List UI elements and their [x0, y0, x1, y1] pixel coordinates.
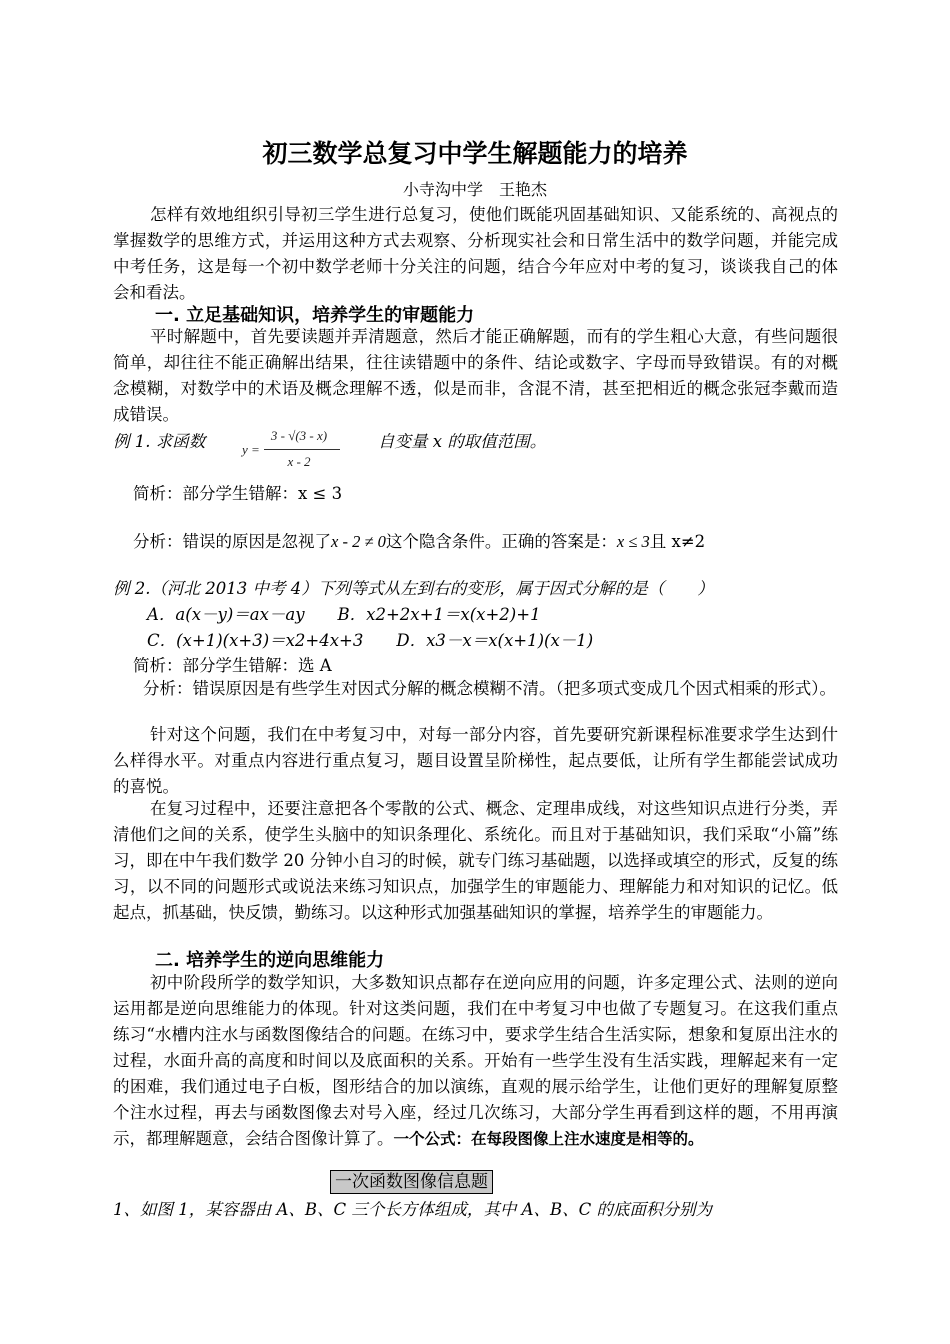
formula-denominator: x - 2	[287, 454, 311, 469]
analysis-text-b: 这个隐含条件。正确的答案是：	[385, 532, 617, 551]
example1-brief-analysis: 简析：部分学生错解：x ≤ 3	[133, 484, 343, 503]
boxed-topic-title: 一次函数图像信息题	[330, 1170, 493, 1194]
example2-options-ab: A．a(x－y)＝ax－ay B．x2+2x+1＝x(x+2)+1	[147, 605, 541, 624]
section2-paragraph	[113, 970, 838, 1152]
question1-text: 1、如图 1，某容器由 A、B、C 三个长方体组成，其中 A、B、C 的底面积分别为	[113, 1200, 713, 1219]
formula-numerator: 3 - √(3 - x)	[270, 428, 328, 443]
example2-analysis: 分析：错误原因是有些学生对因式分解的概念模糊不清。（把多项式变成几个因式相乘的形式）。	[143, 679, 836, 698]
fraction-bar	[264, 449, 340, 450]
section1-paragraph-3: 在复习过程中，还要注意把各个零散的公式、概念、定理串成线，对这些知识点进行分类，弄清他们之间的关系，使学生头脑中的知识条理化、系统化。而且对于基础知识，我们采取“小篇”练习，即在中午我们数学 20 分钟小自习的时候，就专门练习基础题，以选择或填空的形式，反复的练习，以不同的问题形式或说法来练习知识点，加强学生的审题能力、理解能力和对知识的记忆。低起点，抓基础，快反馈，勤练习。以这种形式加强基础知识的掌握，培养学生的审题能力。	[113, 799, 838, 922]
author-line: 小寺沟中学 王艳杰	[402, 180, 547, 199]
section2-text: 初中阶段所学的数学知识，大多数知识点都存在逆向应用的问题，许多定理公式、法则的逆向运用都是逆向思维能力的体现。针对这类问题，我们在中考复习中也做了专题复习。在这我们重点练习“水槽内注水与函数图像结合的问题。在练习中，要求学生结合生活实际，想象和复原出注水的过程，水面升高的高度和时间以及底面积的关系。开始有一些学生没有生活实践，理解起来有一定的困难，我们通过电子白板，图形结合的加以演练，直观的展示给学生，让他们更好的理解复原整个注水过程，再去与函数图像去对号入座，经过几次练习，大部分学生再看到这样的题，不用再演示，都理解题意，会结合图像计算了。	[113, 973, 838, 1148]
example1-analysis	[133, 528, 705, 552]
example2-question: 例 2.（河北 2013 中考 4）下列等式从左到右的变形，属于因式分解的是（ ）	[113, 579, 714, 598]
example2-options-cd: C．(x+1)(x+3)＝x2+4x+3 D．x3－x＝x(x+1)(x－1)	[147, 631, 594, 650]
section1-paragraph-2: 针对这个问题，我们在中考复习中，对每一部分内容，首先要研究新课程标准要求学生达到什么样得水平。对重点内容进行重点复习，题目设置呈阶梯性，起点要低，让所有学生都能尝试成功的喜悦。	[113, 725, 838, 796]
section2-heading: 二. 培养学生的逆向思维能力	[155, 950, 385, 971]
page-title: 初三数学总复习中学生解题能力的培养	[262, 139, 688, 168]
analysis-text-c: 且 x≠2	[649, 532, 706, 551]
example2-brief-analysis: 简析：部分学生错解：选 A	[133, 656, 332, 675]
example1-label: 例 1. 求函数	[113, 432, 206, 451]
formula-lhs: y =	[242, 442, 260, 457]
section1-heading: 一. 立足基础知识，培养学生的审题能力	[155, 305, 475, 326]
analysis-condition: x - 2 ≠ 0	[331, 532, 386, 551]
analysis-text-a: 分析：错误的原因是忽视了	[133, 532, 331, 551]
section2-bold-formula: 一个公式：在每段图像上注水速度是相等的。	[393, 1130, 704, 1148]
section1-paragraph: 平时解题中，首先要读题并弄清题意，然后才能正确解题，而有的学生粗心大意，有些问题很简单，却往往不能正确解出结果，往往读错题中的条件、结论或数字、字母而导致错误。有的对概念模糊，对数学中的术语及概念理解不透，似是而非，含混不清，甚至把相近的概念张冠李戴而造成错误。	[113, 327, 838, 424]
analysis-answer: x ≤ 3	[616, 532, 650, 551]
example1-tail: 自变量 x 的取值范围。	[378, 432, 547, 451]
intro-paragraph: 怎样有效地组织引导初三学生进行总复习，使他们既能巩固基础知识、又能系统的、高视点的掌握数学的思维方式，并运用这种方式去观察、分析现实社会和日常生活中的数学问题，并能完成中考任务，这是每一个初中数学老师十分关注的问题，结合今年应对中考的复习，谈谈我自己的体会和看法。	[113, 205, 838, 302]
